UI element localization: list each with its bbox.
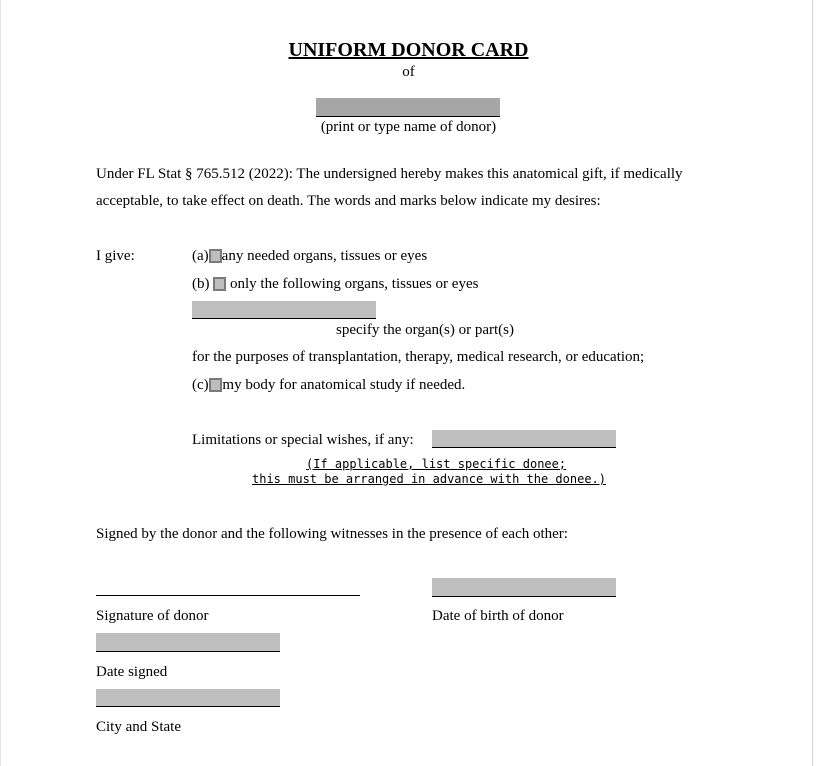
option-b-text: only the following organs, tissues or eyes <box>230 276 479 292</box>
i-give-label: I give: <box>96 248 135 264</box>
form-title: UNIFORM DONOR CARD <box>288 39 529 61</box>
date-signed-label: Date signed <box>96 664 168 680</box>
donee-note-line-1: (If applicable, list specific donee; <box>306 457 567 471</box>
dob-field[interactable] <box>432 578 616 597</box>
page-edge-left <box>0 0 1 766</box>
option-c-text: my body for anatomical study if needed. <box>222 377 466 393</box>
option-b-row <box>192 275 478 293</box>
date-signed-field[interactable] <box>96 633 280 652</box>
option-a-prefix: (a) <box>192 248 209 264</box>
option-a-row <box>192 247 427 265</box>
page-edge-right <box>812 0 813 766</box>
signature-line[interactable] <box>96 595 360 596</box>
intro-line-2: acceptable, to take effect on death. The words and marks below indicate my desires: <box>96 193 601 209</box>
option-a-checkbox[interactable] <box>209 249 222 263</box>
intro-line-1: Under FL Stat § 765.512 (2022): The undersigned hereby makes this anatomical gift, if medically <box>96 166 683 182</box>
donee-note-line-2: this must be arranged in advance with the donee.) <box>252 472 607 486</box>
purposes-text: for the purposes of transplantation, therapy, medical research, or education; <box>192 349 645 365</box>
limitations-field[interactable] <box>432 430 616 448</box>
option-a-text: any needed organs, tissues or eyes <box>221 248 428 264</box>
option-c-prefix: (c) <box>192 377 209 393</box>
limitations-label: Limitations or special wishes, if any: <box>192 432 414 448</box>
option-c-row <box>192 376 465 394</box>
signature-label: Signature of donor <box>96 608 209 624</box>
specify-caption: specify the organ(s) or part(s) <box>336 322 514 338</box>
of-label: of <box>402 64 415 80</box>
option-b-checkbox[interactable] <box>213 277 226 291</box>
city-state-field[interactable] <box>96 689 280 707</box>
donor-name-caption: (print or type name of donor) <box>320 119 497 135</box>
option-c-checkbox[interactable] <box>209 378 222 392</box>
organs-field[interactable] <box>192 301 376 319</box>
city-state-label: City and State <box>96 719 181 735</box>
signed-statement: Signed by the donor and the following witnesses in the presence of each other: <box>96 526 568 542</box>
option-b-prefix: (b) <box>192 276 210 292</box>
donor-name-field[interactable] <box>316 98 500 117</box>
dob-label: Date of birth of donor <box>432 608 564 624</box>
